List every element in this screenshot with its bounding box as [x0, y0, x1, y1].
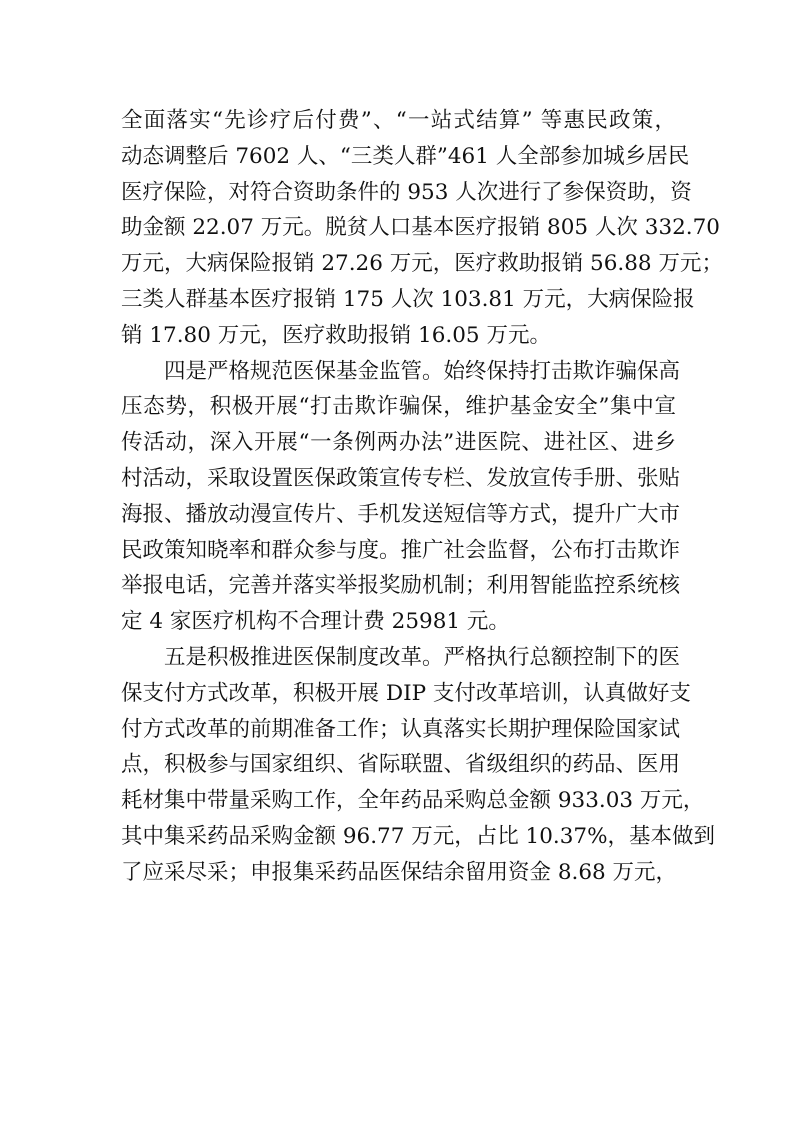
text-line: 动态调整后 7602 人、“三类人群”461 人全部参加城乡居民 — [121, 143, 690, 169]
text-line: 三类人群基本医疗报销 175 人次 103.81 万元，大病保险报 — [121, 286, 695, 312]
text-line: 定 4 家医疗机构不合理计费 25981 元。 — [121, 609, 510, 635]
text-line: 销 17.80 万元，医疗救助报销 16.05 万元。 — [121, 322, 551, 348]
text-line: 付方式改革的前期准备工作；认真落实长期护理保险国家试 — [121, 716, 681, 742]
document-body — [121, 103, 723, 891]
text-line: 助金额 22.07 万元。脱贫人口基本医疗报销 805 人次 332.70 — [121, 215, 720, 241]
text-line: 点，积极参与国家组织、省际联盟、省级组织的药品、医用 — [121, 752, 681, 778]
paragraph-system-reform — [121, 640, 716, 891]
text-line: 了应采尽采；申报集采药品医保结余留用资金 8.68 万元， — [121, 859, 678, 885]
text-line: 村活动，采取设置医保政策宣传专栏、发放宣传手册、张贴 — [121, 465, 681, 491]
text-line: 四是严格规范医保基金监管。始终保持打击欺诈骗保高 — [164, 358, 681, 384]
text-line: 保支付方式改革，积极开展 DIP 支付改革培训，认真做好支 — [121, 680, 691, 706]
text-line: 全面落实“先诊疗后付费”、“一站式结算” 等惠民政策， — [121, 108, 676, 133]
text-line: 民政策知晓率和群众参与度。推广社会监督，公布打击欺诈 — [121, 537, 681, 563]
text-line: 压态势，积极开展“打击欺诈骗保，维护基金安全”集中宣 — [121, 394, 676, 420]
text-line: 耗材集中带量采购工作，全年药品采购总金额 933.03 万元， — [121, 788, 705, 814]
text-line: 海报、播放动漫宣传片、手机发送短信等方式，提升广大市 — [121, 501, 681, 527]
paragraph-fund-supervision — [121, 354, 681, 640]
text-line: 医疗保险，对符合资助条件的 953 人次进行了参保资助，资 — [121, 179, 692, 205]
paragraph-policy-benefits — [121, 103, 723, 354]
text-line: 其中集采药品采购金额 96.77 万元，占比 10.37%，基本做到 — [121, 823, 716, 849]
text-line: 传活动，深入开展“一条例两办法”进医院、进社区、进乡 — [121, 430, 676, 456]
text-line: 万元，大病保险报销 27.26 万元，医疗救助报销 56.88 万元； — [121, 251, 723, 277]
text-line: 五是积极推进医保制度改革。严格执行总额控制下的医 — [164, 644, 681, 670]
text-line: 举报电话，完善并落实举报奖励机制；利用智能监控系统核 — [121, 573, 681, 599]
